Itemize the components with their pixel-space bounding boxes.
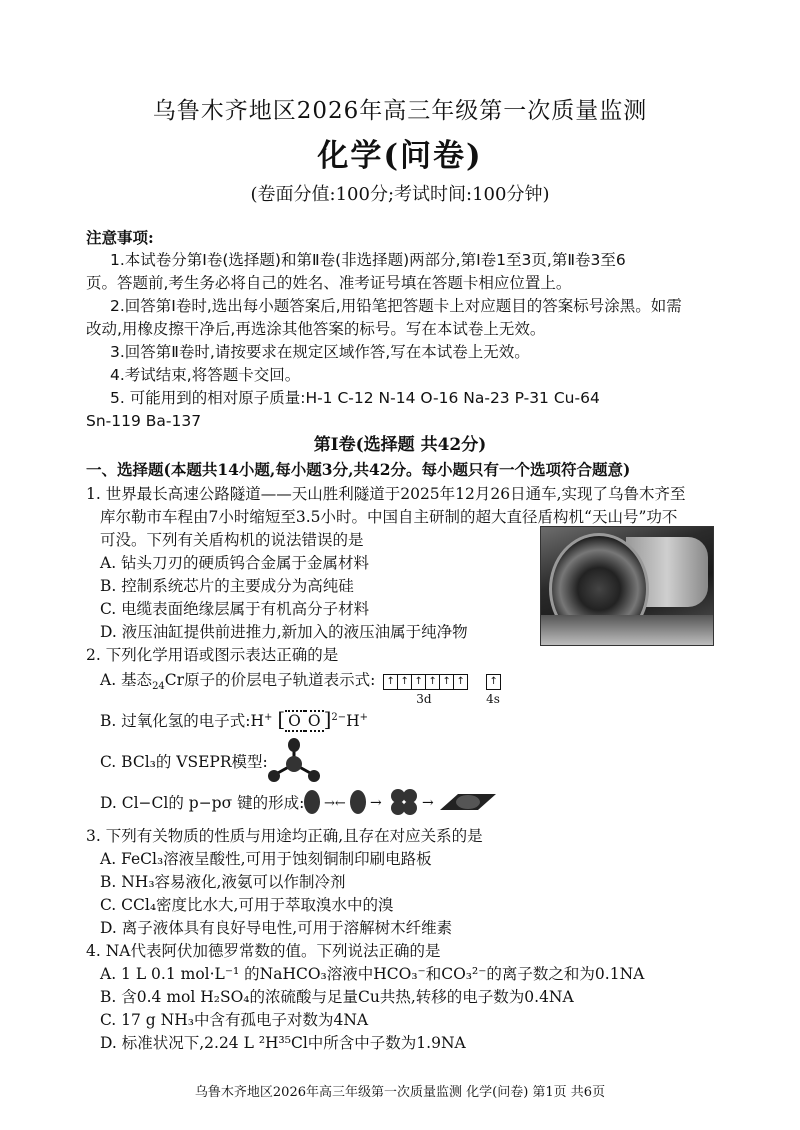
q2-c-text: C. BCl₃的 VSEPR模型: <box>100 753 268 771</box>
svg-text:→: → <box>422 795 434 811</box>
orbital-box-icon: ↑ <box>425 674 440 690</box>
label-4s: 4s <box>486 692 500 706</box>
q4-option-b: B. 含0.4 mol H₂SO₄的浓硫酸与足量Cu共热,转移的电子数为0.4NA <box>100 988 574 1006</box>
q4-option-a: A. 1 L 0.1 mol·L⁻¹ 的NaHCO₃溶液中HCO₃⁻和CO₃²⁻的离子数之和为0.1NA <box>100 965 645 983</box>
vsepr-model-icon <box>264 738 324 784</box>
orbital-box-icon: ↑ <box>383 674 398 690</box>
notes-heading: 注意事项: <box>86 228 154 247</box>
page-footer: 乌鲁木齐地区2026年高三年级第一次质量监测 化学(问卷) 第1页 共6页 <box>194 1085 606 1100</box>
note-line: 3.回答第Ⅱ卷时,请按要求在规定区域作答,写在本试卷上无效。 <box>110 343 530 361</box>
q1-option-c: C. 电缆表面绝缘层属于有机高分子材料 <box>100 600 370 618</box>
q2-option-d <box>100 793 304 813</box>
q2-a-text: Cr原子的价层电子轨道表示式: <box>164 671 376 689</box>
exam-title: 乌鲁木齐地区2026年高三年级第一次质量监测 <box>152 98 648 124</box>
q4-option-d: D. 标准状况下,2.24 L ²H³⁵Cl中所含中子数为1.9NA <box>100 1034 466 1052</box>
note-line: 4.考试结束,将答题卡交回。 <box>110 366 301 384</box>
label-3d: 3d <box>416 692 432 706</box>
q2-d-text: D. Cl−Cl的 p−pσ 键的形成: <box>100 794 305 812</box>
svg-text:→←: →← <box>324 796 346 811</box>
note-line: 页。答题前,考生务必将自己的姓名、准考证号填在答题卡相应位置上。 <box>86 274 572 292</box>
q3-option-c: C. CCl₄密度比水大,可用于萃取溴水中的溴 <box>100 896 394 914</box>
note-line-atomic-mass: 5. 可能用到的相对原子质量:H-1 C-12 N-14 O-16 Na-23 P-31 Cu-64 <box>110 389 600 407</box>
orbital-box-icon: ↑ <box>486 674 501 690</box>
note-line: 改动,用橡皮擦干净后,再选涂其他答案的标号。写在本试卷上无效。 <box>86 320 546 338</box>
q2-a-cr-sub: 24 <box>152 681 165 693</box>
orbital-box-icon: ↑ <box>411 674 426 690</box>
q1-stem: 库尔勒市车程由7小时缩短至3.5小时。中国自主研制的超大直径盾构机“天山号”功不 <box>100 508 678 526</box>
note-line: 2.回答第Ⅰ卷时,选出每小题答案后,用铅笔把答题卡上对应题目的答案标号涂黑。如需 <box>110 297 682 315</box>
section-title: 第Ⅰ卷(选择题 共42分) <box>313 435 487 455</box>
orbital-box-icon: ↑ <box>453 674 468 690</box>
q1-stem: 1. 世界最长高速公路隧道——天山胜利隧道于2025年12月26日通车,实现了乌鲁木齐至 <box>86 485 686 503</box>
sigma-bond-formation-icon <box>298 784 498 820</box>
q2-b-text: B. 过氧化氢的电子式:H <box>100 712 264 731</box>
q3-option-d: D. 离子液体具有良好导电性,可用于溶解树木纤维素 <box>100 919 453 937</box>
orbital-diagram-3d <box>384 671 468 706</box>
q2-b-charge: 2− <box>331 712 347 723</box>
q3-stem: 3. 下列有关物质的性质与用途均正确,且存在对应关系的是 <box>86 827 483 845</box>
peroxide-o1: O <box>285 710 305 732</box>
subject-title: 化学(问卷) <box>317 138 483 174</box>
q3-option-a: A. FeCl₃溶液呈酸性,可用于蚀刻铜制印刷电路板 <box>100 850 432 868</box>
note-line-atomic-mass-cont: Sn-119 Ba-137 <box>86 412 202 430</box>
exam-info: (卷面分值:100分;考试时间:100分钟) <box>250 184 550 205</box>
q1-option-d: D. 液压油缸提供前进推力,新加入的液压油属于纯净物 <box>100 623 468 641</box>
orbital-box-icon: ↑ <box>439 674 454 690</box>
q1-option-a: A. 钻头刀刃的硬质钨合金属于金属材料 <box>100 554 370 572</box>
q1-option-b: B. 控制系统芯片的主要成分为高纯硅 <box>100 577 354 595</box>
q2-b-h: H <box>346 712 360 731</box>
peroxide-o2: O <box>305 710 324 732</box>
orbital-diagram-4s <box>486 671 501 706</box>
q3-option-b: B. NH₃容易液化,液氨可以作制冷剂 <box>100 873 346 891</box>
q2-option-a <box>100 670 501 706</box>
svg-text:→: → <box>370 795 382 811</box>
q4-stem: 4. NA代表阿伏加德罗常数的值。下列说法正确的是 <box>86 942 441 960</box>
q2-option-c <box>100 752 268 772</box>
orbital-box-icon: ↑ <box>397 674 412 690</box>
note-line: 1.本试卷分第Ⅰ卷(选择题)和第Ⅱ卷(非选择题)两部分,第Ⅰ卷1至3页,第Ⅱ卷3至6 <box>110 251 626 269</box>
q2-a-prefix: A. 基态 <box>100 671 153 689</box>
q1-stem: 可没。下列有关盾构机的说法错误的是 <box>100 531 364 549</box>
section-intro: 一、选择题(本题共14小题,每小题3分,共42分。每小题只有一个选项符合题意) <box>86 460 631 479</box>
q4-option-c: C. 17 g NH₃中含有孤电子对数为4NA <box>100 1011 369 1029</box>
q2-stem: 2. 下列化学用语或图示表达正确的是 <box>86 646 339 664</box>
tunnel-boring-machine-photo <box>540 526 714 646</box>
q2-option-b: B. 过氧化氢的电子式:H+ [ O O ]$^{2-}$H+ <box>100 707 369 732</box>
